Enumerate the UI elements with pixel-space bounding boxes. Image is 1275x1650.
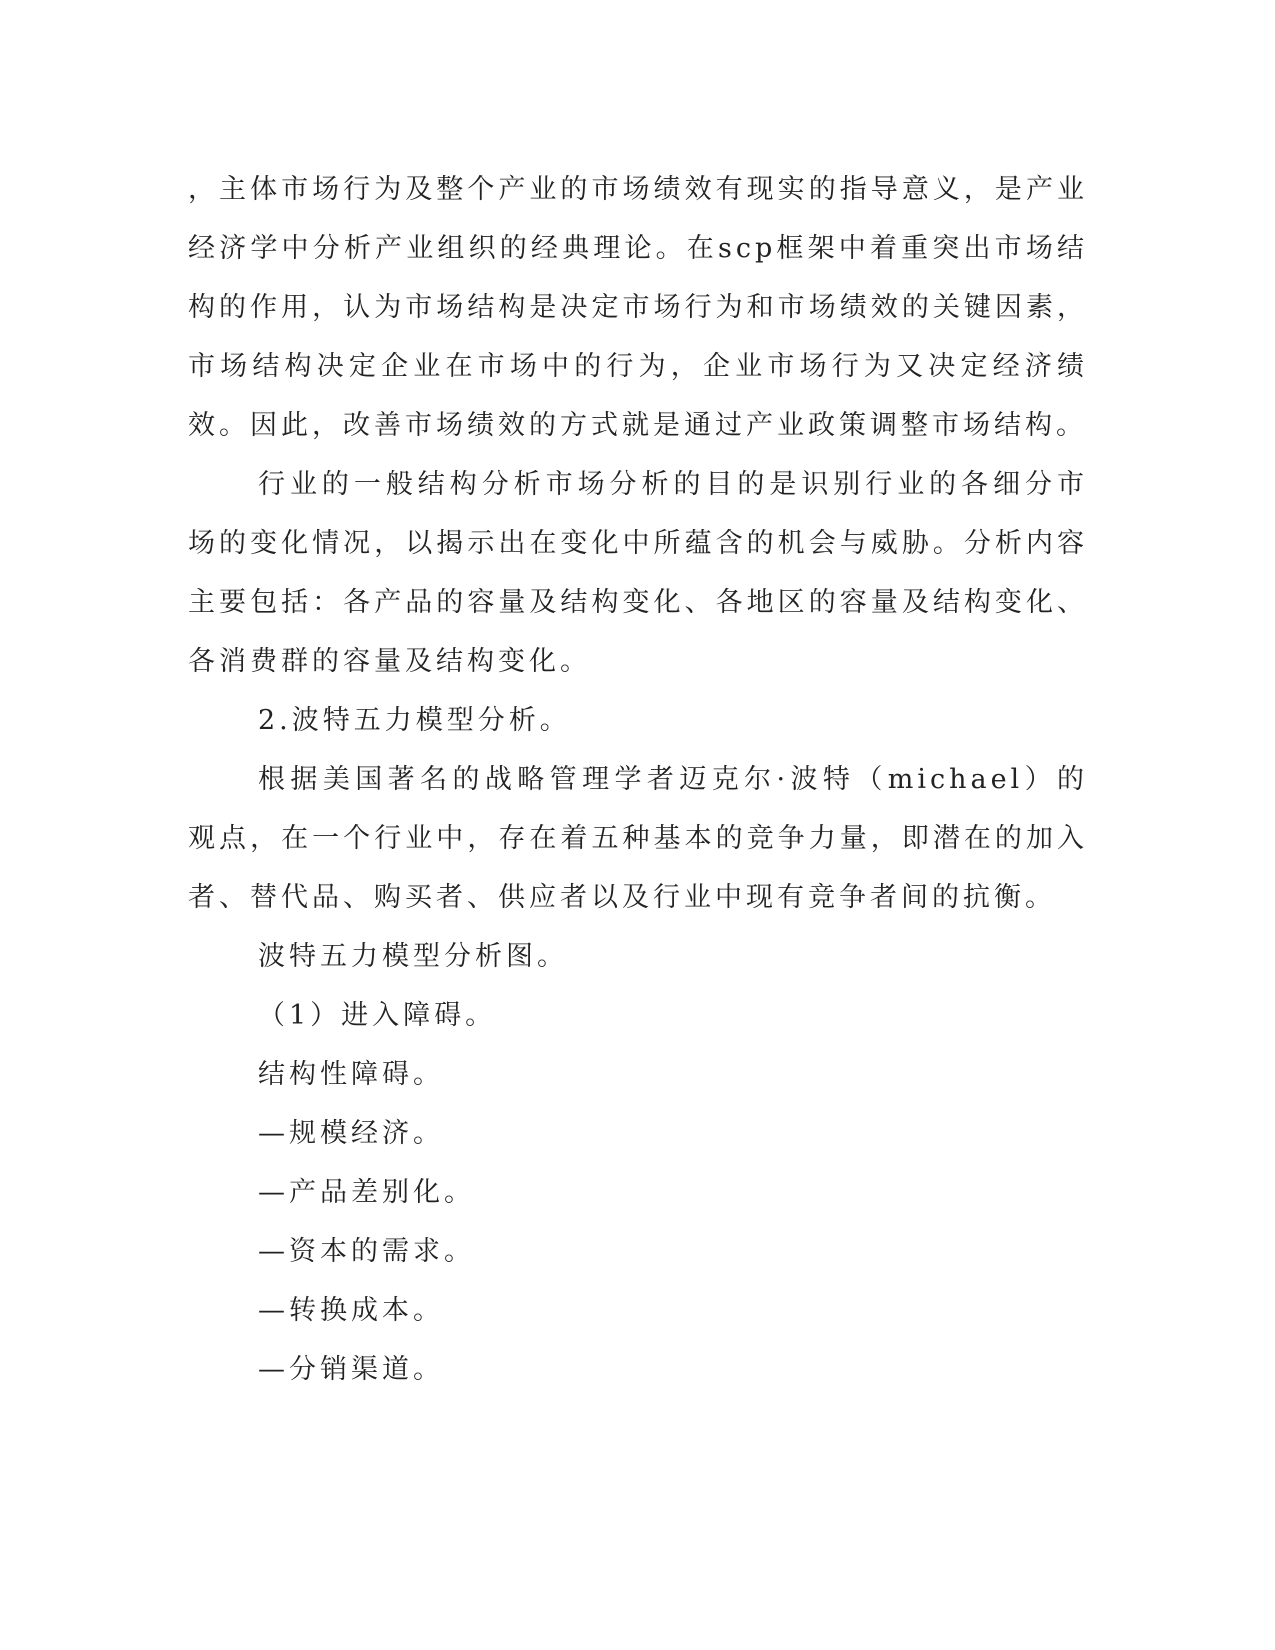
paragraph-scp-framework: ，主体市场行为及整个产业的市场绩效有现实的指导意义，是产业经济学中分析产业组织的经典理论。在scp框架中着重突出市场结构的作用，认为市场结构是决定市场行为和市场绩效的关键因素，市场结构决定企业在市场中的行为，企业市场行为又决定经济绩效。因此，改善市场绩效的方式就是通过产业政策调整市场结构。 (188, 174, 1088, 441)
line-five-forces-figure: 波特五力模型分析图。 (258, 941, 568, 972)
list-item-switching-costs: —转换成本。 (258, 1295, 444, 1326)
document-body (188, 160, 1088, 1399)
list-item-distribution-channels: —分销渠道。 (258, 1354, 444, 1385)
list-item-economies-of-scale: —规模经济。 (258, 1118, 444, 1149)
line-entry-barriers: （1）进入障碍。 (258, 1000, 497, 1031)
list-item-product-differentiation: —产品差别化。 (258, 1177, 475, 1208)
heading-porter-five-forces: 2.波特五力模型分析。 (258, 705, 571, 736)
paragraph-industry-structure: 行业的一般结构分析市场分析的目的是识别行业的各细分市场的变化情况，以揭示出在变化中所蕴含的机会与威胁。分析内容主要包括：各产品的容量及结构变化、各地区的容量及结构变化、各消费群的容量及结构变化。 (188, 469, 1088, 677)
list-item-capital-requirements: —资本的需求。 (258, 1236, 475, 1267)
line-structural-barriers: 结构性障碍。 (258, 1059, 444, 1090)
paragraph-porter-view: 根据美国著名的战略管理学者迈克尔·波特（michael）的观点，在一个行业中，存在着五种基本的竞争力量，即潜在的加入者、替代品、购买者、供应者以及行业中现有竞争者间的抗衡。 (188, 764, 1088, 913)
